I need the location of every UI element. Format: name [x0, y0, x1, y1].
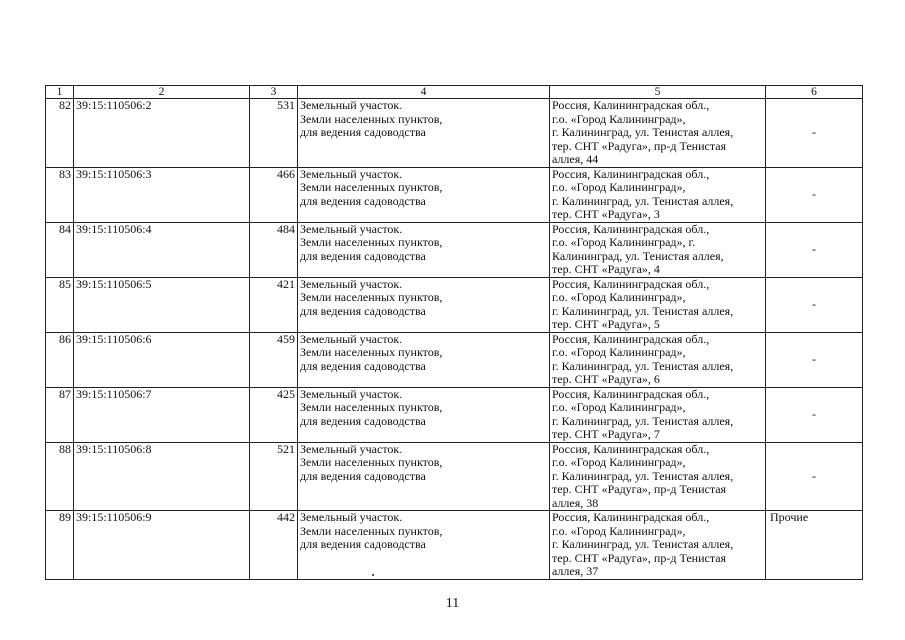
plot-address-line: тер. СНТ «Радуга», пр-д Тенистая: [552, 482, 727, 496]
land-category-line: для ведения садоводства: [300, 537, 426, 551]
land-category-line: Земельный участок.: [300, 222, 403, 236]
plot-address: [550, 387, 766, 442]
land-category-line: Земли населенных пунктов,: [300, 111, 443, 126]
row-number: 82: [46, 99, 74, 168]
column-number-5: 5: [550, 86, 766, 99]
plot-note: -: [766, 442, 863, 511]
scan-speck: [372, 574, 374, 576]
plot-address-line: г. Калининград, ул. Тенистая аллея,: [552, 468, 734, 483]
cadastral-number: 39:15:110506:7: [74, 387, 250, 442]
plot-address: [550, 277, 766, 332]
land-category: [298, 442, 550, 511]
land-category-line: Земельный участок.: [300, 510, 403, 524]
land-category-line: для ведения садоводства: [300, 413, 426, 428]
row-number: 84: [46, 222, 74, 277]
row-number: 83: [46, 167, 74, 222]
table-row: [46, 167, 863, 222]
column-number-2: 2: [74, 86, 250, 99]
plot-area: 421: [250, 277, 298, 332]
plot-address-line: Россия, Калининградская обл.,: [552, 98, 710, 112]
land-category-line: Земельный участок.: [300, 442, 403, 456]
land-category-line: для ведения садоводства: [300, 193, 426, 208]
land-category: [298, 387, 550, 442]
plot-address-line: г.о. «Город Калининград»,: [552, 523, 686, 538]
plot-address-line: Россия, Калининградская обл.,: [552, 387, 710, 401]
column-number-3: 3: [250, 86, 298, 99]
plot-address-line: аллея, 37: [552, 564, 599, 578]
plot-area: 531: [250, 99, 298, 168]
plot-address-line: аллея, 44: [552, 152, 599, 166]
plot-address-line: тер. СНТ «Радуга», 7: [552, 427, 660, 441]
column-number-row: [46, 86, 863, 99]
plot-address-line: г. Калининград, ул. Тенистая аллея,: [552, 358, 734, 373]
land-category-line: Земли населенных пунктов,: [300, 345, 443, 359]
land-category-line: Земли населенных пунктов,: [300, 180, 443, 194]
land-category-line: Земли населенных пунктов,: [300, 290, 443, 304]
plot-address-line: г. Калининград, ул. Тенистая аллея,: [552, 413, 734, 428]
land-category-line: Земельный участок.: [300, 167, 403, 181]
plot-area: 466: [250, 167, 298, 222]
land-category-line: Земельный участок.: [300, 387, 403, 401]
plot-area: 484: [250, 222, 298, 277]
table-row: [46, 332, 863, 387]
row-number: 89: [46, 511, 74, 580]
cadastral-number: 39:15:110506:9: [74, 511, 250, 580]
land-category-line: для ведения садоводства: [300, 125, 426, 139]
plot-note: Прочие: [766, 511, 863, 580]
land-category: [298, 332, 550, 387]
plot-address-line: г.о. «Город Калининград»,: [552, 180, 686, 194]
land-plot-table: [45, 85, 863, 580]
table-row: [46, 222, 863, 277]
cadastral-number: 39:15:110506:4: [74, 222, 250, 277]
plot-area: 442: [250, 511, 298, 580]
plot-note: -: [766, 387, 863, 442]
column-number-4: 4: [298, 86, 550, 99]
plot-address-line: тер. СНТ «Радуга», пр-д Тенистая: [552, 138, 727, 153]
plot-address-line: Россия, Калининградская обл.,: [552, 332, 710, 346]
land-category-line: Земельный участок.: [300, 277, 403, 291]
plot-address-line: Россия, Калининградская обл.,: [552, 222, 710, 236]
plot-area: 425: [250, 387, 298, 442]
land-category-line: для ведения садоводства: [300, 303, 426, 318]
plot-address-line: г.о. «Город Калининград»,: [552, 455, 686, 469]
land-category-line: для ведения садоводства: [300, 468, 426, 483]
land-category: [298, 167, 550, 222]
plot-address-line: г. Калининград, ул. Тенистая аллея,: [552, 303, 734, 318]
land-category-line: Земельный участок.: [300, 332, 403, 346]
plot-address-line: тер. СНТ «Радуга», 3: [552, 207, 660, 221]
row-number: 88: [46, 442, 74, 511]
land-category: [298, 222, 550, 277]
plot-note: -: [766, 167, 863, 222]
cadastral-number: 39:15:110506:8: [74, 442, 250, 511]
cadastral-number: 39:15:110506:6: [74, 332, 250, 387]
plot-note: -: [766, 99, 863, 168]
plot-address-line: г.о. «Город Калининград»,: [552, 345, 686, 359]
row-number: 85: [46, 277, 74, 332]
row-number: 87: [46, 387, 74, 442]
plot-address-line: аллея, 38: [552, 495, 599, 510]
plot-address-line: г.о. «Город Калининград»,: [552, 290, 686, 304]
plot-address-line: Россия, Калининградская обл.,: [552, 277, 710, 291]
row-number: 86: [46, 332, 74, 387]
land-category-line: Земельный участок.: [300, 98, 403, 112]
land-category-line: Земли населенных пунктов,: [300, 455, 443, 469]
plot-address-line: г. Калининград, ул. Тенистая аллея,: [552, 193, 734, 208]
land-category: [298, 99, 550, 168]
plot-address-line: Россия, Калининградская обл.,: [552, 167, 710, 181]
plot-address-line: тер. СНТ «Радуга», 4: [552, 262, 660, 276]
cadastral-number: 39:15:110506:5: [74, 277, 250, 332]
plot-area: 521: [250, 442, 298, 511]
plot-address-line: г. Калининград, ул. Тенистая аллея,: [552, 537, 734, 551]
plot-note: -: [766, 277, 863, 332]
plot-address-line: тер. СНТ «Радуга», пр-д Тенистая: [552, 550, 727, 565]
column-number-1: 1: [46, 86, 74, 99]
plot-note: -: [766, 332, 863, 387]
plot-address-line: тер. СНТ «Радуга», 6: [552, 372, 660, 386]
land-category-line: для ведения садоводства: [300, 358, 426, 373]
plot-address: [550, 99, 766, 168]
plot-address-line: Россия, Калининградская обл.,: [552, 442, 710, 456]
land-category-line: Земли населенных пунктов,: [300, 400, 443, 414]
plot-address-line: г. Калининград, ул. Тенистая аллея,: [552, 125, 734, 139]
table-row: [46, 511, 863, 580]
land-category-line: для ведения садоводства: [300, 248, 426, 263]
plot-area: 459: [250, 332, 298, 387]
plot-address-line: г.о. «Город Калининград»,: [552, 111, 686, 126]
land-category: [298, 511, 550, 580]
plot-address-line: Калининград, ул. Тенистая аллея,: [552, 248, 724, 263]
plot-address-line: г.о. «Город Калининград»,: [552, 400, 686, 414]
plot-address-line: г.о. «Город Калининград», г.: [552, 235, 696, 249]
land-category-line: Земли населенных пунктов,: [300, 523, 443, 538]
plot-note: -: [766, 222, 863, 277]
plot-address-line: тер. СНТ «Радуга», 5: [552, 317, 660, 331]
table-row: [46, 442, 863, 511]
table-row: [46, 99, 863, 168]
page-number: 11: [445, 596, 460, 611]
table-row: [46, 277, 863, 332]
land-category-line: Земли населенных пунктов,: [300, 235, 443, 249]
plot-address-line: Россия, Калининградская обл.,: [552, 510, 710, 524]
column-number-6: 6: [766, 86, 863, 99]
plot-address: [550, 222, 766, 277]
plot-address: [550, 167, 766, 222]
plot-address: [550, 511, 766, 580]
land-category: [298, 277, 550, 332]
plot-address: [550, 332, 766, 387]
cadastral-number: 39:15:110506:2: [74, 99, 250, 168]
plot-address: [550, 442, 766, 511]
cadastral-number: 39:15:110506:3: [74, 167, 250, 222]
table-row: [46, 387, 863, 442]
